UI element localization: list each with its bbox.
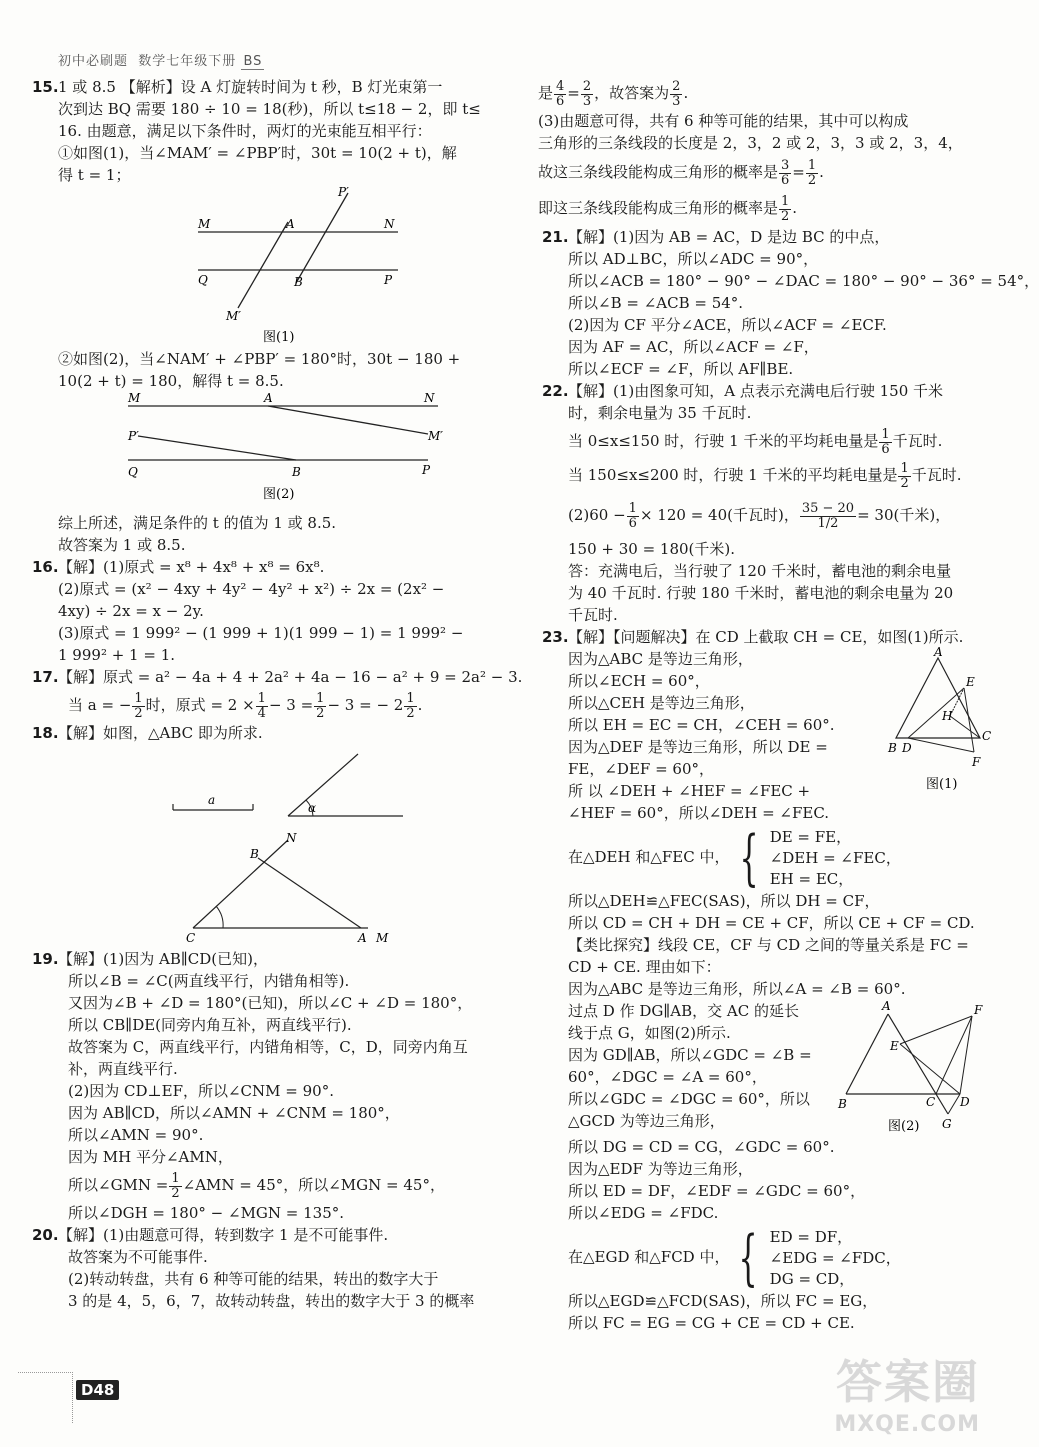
label-A: A xyxy=(358,931,367,945)
text-line: 故答案为不可能事件. xyxy=(68,1248,208,1266)
text-line: (2)因为 CD⊥EF，所以∠CNM = 90°. xyxy=(68,1082,334,1100)
text-line: (3)原式 = 1 999² − (1 999 + 1)(1 999 − 1) = 1 999² − xyxy=(58,624,464,642)
congruence-2: 在△EGD 和△FCD 中， { ED = DF， ∠EDG = ∠FDC， DG = CD， xyxy=(568,1223,901,1293)
watermark-url: MXQE.COM xyxy=(834,1412,980,1437)
page-header xyxy=(58,50,264,69)
text-line: 因为 AB∥CD，所以∠AMN + ∠CNM = 180°， xyxy=(68,1104,400,1122)
text-line: 过点 D 作 DG∥AB，交 AC 的延长 xyxy=(568,1002,799,1020)
text-line: 次到达 BQ 需要 180 ÷ 10 = 18(秒)，所以 t≤18 − 2，即 t≤ xyxy=(58,100,481,118)
label-M-prime: M′ xyxy=(226,309,242,323)
text-line: 60°，∠DGC = ∠A = 60°， xyxy=(568,1068,767,1086)
label-B: B xyxy=(838,1097,847,1111)
label-N: N xyxy=(286,831,297,845)
label-P: P xyxy=(422,463,431,477)
text-line: 1 或 8.5 【解析】设 A 灯旋转时间为 t 秒，B 灯光束第一 xyxy=(58,78,443,96)
label-Q: Q xyxy=(128,465,138,479)
label-E: E xyxy=(890,1039,899,1053)
text-line: 即这三条线段能构成三角形的概率是 $\frac{1}{2}$ . xyxy=(538,193,798,224)
question-21 xyxy=(538,226,1039,380)
label-C: C xyxy=(926,1095,936,1109)
text-line: 千瓦时. xyxy=(568,606,618,624)
question-number: 15. xyxy=(32,78,59,96)
text-line: 因为 MH 平分∠AMN， xyxy=(68,1148,233,1166)
label-E: E xyxy=(966,675,975,689)
text-line: 时，剩余电量为 35 千瓦时. xyxy=(568,404,752,422)
label-G: G xyxy=(942,1117,952,1131)
text-line: (2)原式 = (x² − 4xy + 4y² − 4y² + x²) ÷ 2x = (2x² − xyxy=(58,580,445,598)
text-line: 所以 DG = CD = CG，∠GDC = 60°. xyxy=(568,1138,835,1156)
text-line: 因为△ABC 是等边三角形，所以∠A = ∠B = 60°. xyxy=(568,980,906,998)
right-column xyxy=(538,76,1039,1334)
text-line: 【解】(1)因为 AB∥CD(已知)， xyxy=(58,950,269,968)
figure-23-2 xyxy=(838,1000,988,1136)
edition-label: BS xyxy=(243,54,263,69)
figure-caption: 图(1) xyxy=(926,777,958,792)
figure-caption: 图(1) xyxy=(263,330,295,345)
text-line: (2)因为 CF 平分∠ACE，所以∠ACF = ∠ECF. xyxy=(568,316,887,334)
text-line: 所以 AD⊥BC，所以∠ADC = 90°， xyxy=(568,250,819,268)
watermark-text: 答案圈 xyxy=(836,1355,980,1409)
subject-name: 数学七年级下册 xyxy=(138,54,237,69)
text-line: ②如图(2)，当∠NAM′ + ∠PBP′ = 180°时，30t − 180 + xyxy=(58,350,461,368)
text-line: 【解】【问题解决】在 CD 上截取 CH = CE，如图(1)所示. xyxy=(568,628,964,646)
label-P-prime: P′ xyxy=(128,429,139,443)
question-number: 22. xyxy=(542,382,569,400)
text-line: 所以∠ECF = ∠F，所以 AF∥BE. xyxy=(568,360,794,378)
question-20 xyxy=(32,1224,518,1312)
text-line: CD + CE. 理由如下： xyxy=(568,958,721,976)
label-A: A xyxy=(286,217,295,231)
label-F: F xyxy=(974,1003,983,1017)
text-line: 所以∠B = ∠ACB = 54°. xyxy=(568,294,744,312)
label-M: M xyxy=(376,931,389,945)
text-line: (2)转动转盘，共有 6 种等可能的结果，转出的数字大于 xyxy=(68,1270,439,1288)
text-line: 因为△ABC 是等边三角形， xyxy=(568,650,753,668)
text-line: 1 999² + 1 = 1. xyxy=(58,646,176,664)
label-D: D xyxy=(960,1095,970,1109)
label-D: D xyxy=(902,741,912,755)
label-A: A xyxy=(264,391,273,405)
question-number: 16. xyxy=(32,558,59,576)
question-number: 17. xyxy=(32,668,59,686)
label-B: B xyxy=(292,465,301,479)
text-line: 所以 CD = CH + DH = CE + CF，所以 CE + CF = CD. xyxy=(568,914,975,932)
figure-caption: 图(2) xyxy=(888,1119,920,1134)
text-line: 答：充满电后，当行驶了 120 千米时，蓄电池的剩余电量 xyxy=(568,562,952,580)
text-line: 当 a = − $\frac{1}{2}$ 时，原式 = 2 × $\frac{1}{4}$ − 3 = $\frac{1}{2}$ − 3 = − 2 $\frac{1}{2}$ . xyxy=(68,690,423,721)
watermark-logo xyxy=(834,1346,980,1437)
question-number: 23. xyxy=(542,628,569,646)
question-number: 21. xyxy=(542,228,569,246)
text-line: 所 以 ∠DEH + ∠HEF = ∠FEC + xyxy=(568,782,811,800)
text-line: 故这三条线段能构成三角形的概率是 $\frac{3}{6}$ = $\frac{1}{2}$ . xyxy=(538,157,824,188)
question-19 xyxy=(32,948,518,1224)
text-line: 3 的是 4，5，6，7，故转动转盘，转出的数字大于 3 的概率 xyxy=(68,1292,475,1310)
text-line: 当 0≤x≤150 时，行驶 1 千米的平均耗电量是 $\frac{1}{6}$ 千瓦时. xyxy=(568,426,943,457)
text-line: 16. 由题意，满足以下条件时，两灯的光束能互相平行： xyxy=(58,122,432,140)
text-line: 所以∠EDG = ∠FDC. xyxy=(568,1204,719,1222)
text-line: 所以△EGD≌△FCD(SAS)，所以 FC = EG， xyxy=(568,1292,878,1310)
question-number: 18. xyxy=(32,724,59,742)
figure-15-2 xyxy=(58,391,518,510)
text-line: 10(2 + t) = 180，解得 t = 8.5. xyxy=(58,372,284,390)
question-22 xyxy=(538,380,988,626)
congruence-1: 在△DEH 和△FEC 中， { DE = FE， ∠DEH = ∠FEC， EH = EC， xyxy=(568,823,901,893)
label-alpha: α xyxy=(308,801,317,815)
text-line: 所以∠B = ∠C(两直线平行，内错角相等). xyxy=(68,972,350,990)
label-A: A xyxy=(882,999,891,1013)
question-16 xyxy=(32,556,518,666)
text-line: 【解】(1)原式 = x⁸ + 4x⁸ + x⁸ = 6x⁸. xyxy=(58,558,325,576)
label-N: N xyxy=(384,217,395,231)
text-line: 得 t = 1； xyxy=(58,166,131,184)
text-line: 是 $\frac{4}{6}$ = $\frac{2}{3}$ ，故答案为 $\frac{2}{3}$ . xyxy=(538,78,689,109)
left-column xyxy=(32,76,523,1312)
text-line: ①如图(1)，当∠MAM′ = ∠PBP′时，30t = 10(2 + t)，解 xyxy=(58,144,457,162)
figure-23-1 xyxy=(888,645,992,824)
text-line: 当 150≤x≤200 时，行驶 1 千米的平均耗电量是 $\frac{1}{2}$ 千瓦时. xyxy=(568,460,962,491)
figure-15-1 xyxy=(58,185,518,346)
text-line: 150 + 30 = 180(千米). xyxy=(568,540,736,558)
question-23 xyxy=(538,626,992,1334)
label-F: F xyxy=(972,755,981,769)
text-line: 又因为∠B + ∠D = 180°(已知)，所以∠C + ∠D = 180°， xyxy=(68,994,473,1012)
label-C: C xyxy=(186,931,196,945)
label-P-prime: P′ xyxy=(338,185,349,199)
text-line: (3)由题意可得，共有 6 种等可能的结果，其中可以构成 xyxy=(538,112,909,130)
text-line: 4xy) ÷ 2x = x − 2y. xyxy=(58,602,204,620)
text-line: 故答案为 C，两直线平行，内错角相等，C，D，同旁内角互 xyxy=(68,1038,468,1056)
label-H: H xyxy=(942,709,953,723)
text-line: 故答案为 1 或 8.5. xyxy=(58,536,186,554)
question-18 xyxy=(32,722,518,946)
text-line: ∠HEF = 60°，所以∠DEH = ∠FEC. xyxy=(568,804,830,822)
question-15 xyxy=(32,76,518,556)
text-line: 所以∠ACB = 180° − 90° − ∠DAC = 180° − 90° − 36° = 54°， xyxy=(568,272,1039,290)
label-C: C xyxy=(982,729,992,743)
text-line: 【解】原式 = a² − 4a + 4 + 2a² + 4a − 16 − a² + 9 = 2a² − 3. xyxy=(58,668,523,686)
figure-caption: 图(2) xyxy=(263,487,295,502)
question-number: 20. xyxy=(32,1226,59,1244)
page-number: D48 xyxy=(76,1380,119,1400)
label-Q: Q xyxy=(198,273,208,287)
book-name: 初中必刷题 xyxy=(58,54,129,69)
text-line: 所以∠AMN = 90°. xyxy=(68,1126,204,1144)
text-line: 因为 AF = AC，所以∠ACF = ∠F， xyxy=(568,338,819,356)
label-M: M xyxy=(198,217,211,231)
text-line: 综上所述，满足条件的 t 的值为 1 或 8.5. xyxy=(58,514,337,532)
label-B: B xyxy=(294,275,303,289)
label-M: M xyxy=(128,391,141,405)
label-P: P xyxy=(384,273,393,287)
text-line: △GCD 为等边三角形， xyxy=(568,1112,725,1130)
text-line: 所以∠GDC = ∠DGC = 60°，所以 xyxy=(568,1090,810,1108)
question-number: 19. xyxy=(32,950,59,968)
figure-18 xyxy=(58,746,518,946)
text-line: 所以 CB∥DE(同旁内角互补，两直线平行). xyxy=(68,1016,352,1034)
label-B: B xyxy=(888,741,897,755)
text-line: 所以△CEH 是等边三角形， xyxy=(568,694,755,712)
label-M-prime: M′ xyxy=(428,429,444,443)
label-B: B xyxy=(250,847,259,861)
question-17 xyxy=(32,666,523,722)
text-line: 因为△DEF 是等边三角形，所以 DE = xyxy=(568,738,828,756)
text-line: 补，两直线平行. xyxy=(68,1060,178,1078)
text-line: FE，∠DEF = 60°， xyxy=(568,760,715,778)
text-line: 所以 EH = EC = CH，∠CEH = 60°. xyxy=(568,716,835,734)
text-line: 所以∠ECH = 60°， xyxy=(568,672,710,690)
label-N: N xyxy=(424,391,435,405)
text-line: (2)60 − $\frac{1}{6}$ × 120 = 40(千瓦时)， $\frac{35 - 20}{1/2}$ = 30(千米)， xyxy=(568,500,951,531)
text-line: 三角形的三条线段的长度是 2，3，2 或 2，3，3 或 2，3，4， xyxy=(538,134,963,152)
text-line: 线于点 G，如图(2)所示. xyxy=(568,1024,731,1042)
text-line: 所以 FC = EG = CG + CE = CD + CE. xyxy=(568,1314,855,1332)
text-line: 【类比探究】线段 CE，CF 与 CD 之间的等量关系是 FC = xyxy=(568,936,969,954)
text-line: 因为△EDF 为等边三角形， xyxy=(568,1160,753,1178)
text-line: 为 40 千瓦时. 行驶 180 千米时，蓄电池的剩余电量为 20 xyxy=(568,584,954,602)
question-20-continued xyxy=(538,76,988,226)
text-line: 【解】(1)由图象可知，A 点表示充满电后行驶 150 千米 xyxy=(568,382,944,400)
text-line: 因为 GD∥AB，所以∠GDC = ∠B = xyxy=(568,1046,812,1064)
text-line: 所以△DEH≌△FEC(SAS)，所以 DH = CF， xyxy=(568,892,880,910)
label-a: a xyxy=(208,793,216,807)
text-line: 【解】(1)因为 AB = AC，D 是边 BC 的中点， xyxy=(568,228,890,246)
label-A: A xyxy=(934,645,943,659)
text-line: 所以∠GMN = $\frac{1}{2}$ ∠AMN = 45°，所以∠MGN = 45°， xyxy=(68,1170,445,1201)
corner-decoration xyxy=(18,1372,73,1423)
text-line: 所以∠DGH = 180° − ∠MGN = 135°. xyxy=(68,1204,345,1222)
text-line: 所以 ED = DF，∠EDF = ∠GDC = 60°， xyxy=(568,1182,866,1200)
text-line: 【解】(1)由题意可得，转到数字 1 是不可能事件. xyxy=(58,1226,389,1244)
text-line: 【解】如图，△ABC 即为所求. xyxy=(58,724,263,742)
